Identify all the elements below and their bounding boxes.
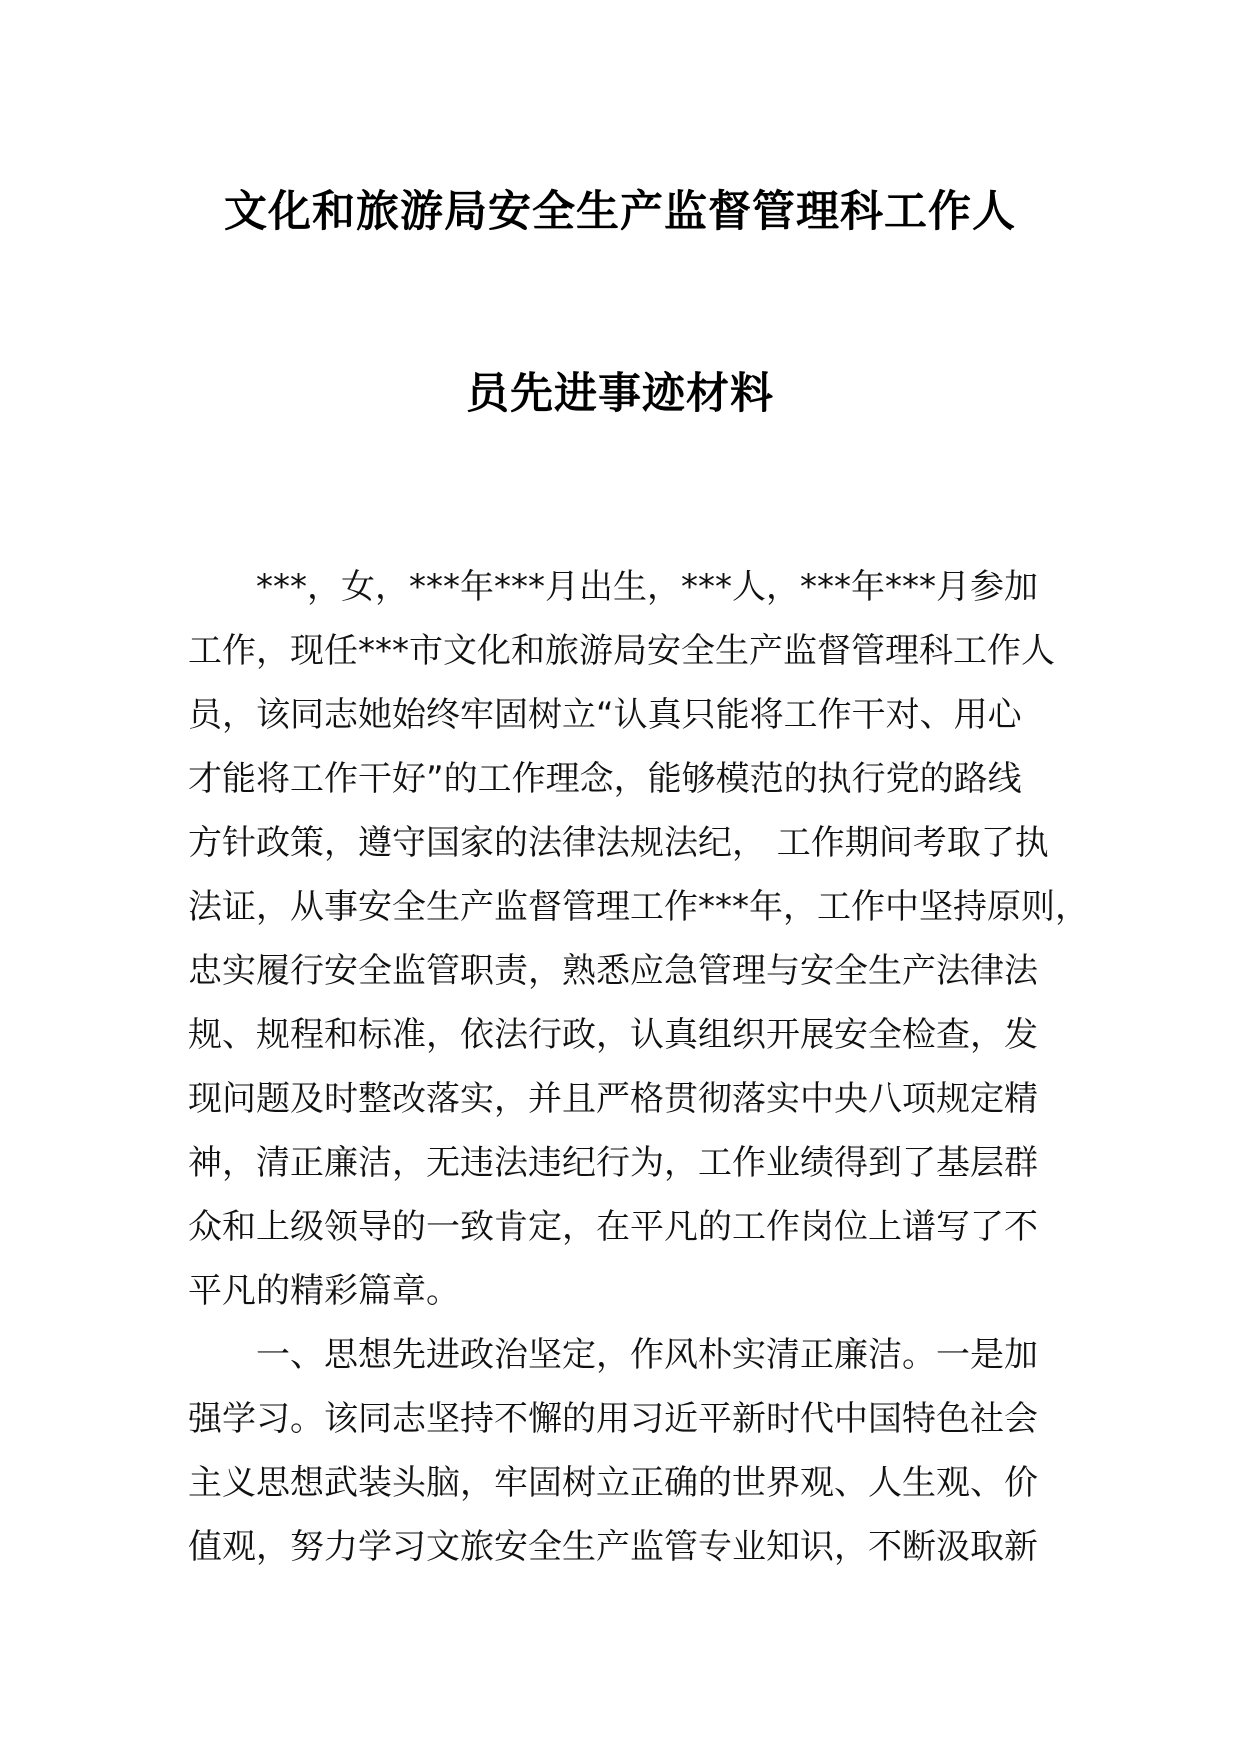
text-line: 平凡的精彩篇章。 <box>188 1271 460 1311</box>
text-line: 工作，现任***市文化和旅游局安全生产监督管理科工作人 <box>188 631 1055 671</box>
text-line: 现问题及时整改落实，并且严格贯彻落实中央八项规定精 <box>188 1079 1038 1119</box>
document-title-line-1: 文化和旅游局安全生产监督管理科工作人 <box>224 187 1016 237</box>
text-line: 规、规程和标准，依法行政，认真组织开展安全检查，发 <box>188 1015 1038 1055</box>
text-line: 忠实履行安全监管职责，熟悉应急管理与安全生产法律法 <box>188 951 1038 991</box>
text-line: 值观，努力学习文旅安全生产监管专业知识，不断汲取新 <box>188 1527 1038 1567</box>
text-line: 神，清正廉洁，无违法违纪行为，工作业绩得到了基层群 <box>188 1143 1038 1183</box>
text-line: 才能将工作干好”的工作理念，能够模范的执行党的路线 <box>188 759 1022 799</box>
text-line: 一、思想先进政治坚定，作风朴实清正廉洁。一是加 <box>256 1335 1038 1375</box>
paragraph-section-one <box>188 1323 1068 1579</box>
text-line: 强学习。该同志坚持不懈的用习近平新时代中国特色社会 <box>188 1399 1038 1439</box>
text-line: 法证，从事安全生产监督管理工作***年，工作中坚持原则， <box>188 887 1089 927</box>
text-line: 主义思想武装头脑，牢固树立正确的世界观、人生观、价 <box>188 1463 1038 1503</box>
text-line: 众和上级领导的一致肯定，在平凡的工作岗位上谱写了不 <box>188 1207 1038 1247</box>
document-title-line-2: 员先进事迹材料 <box>466 369 774 419</box>
text-line: ***，女，***年***月出生，***人，***年***月参加 <box>256 567 1038 607</box>
text-line: 方针政策，遵守国家的法律法规法纪， 工作期间考取了执 <box>188 823 1049 863</box>
text-line: 员，该同志她始终牢固树立“认真只能将工作干对、用心 <box>188 695 1022 735</box>
paragraph-intro <box>188 555 1089 1323</box>
